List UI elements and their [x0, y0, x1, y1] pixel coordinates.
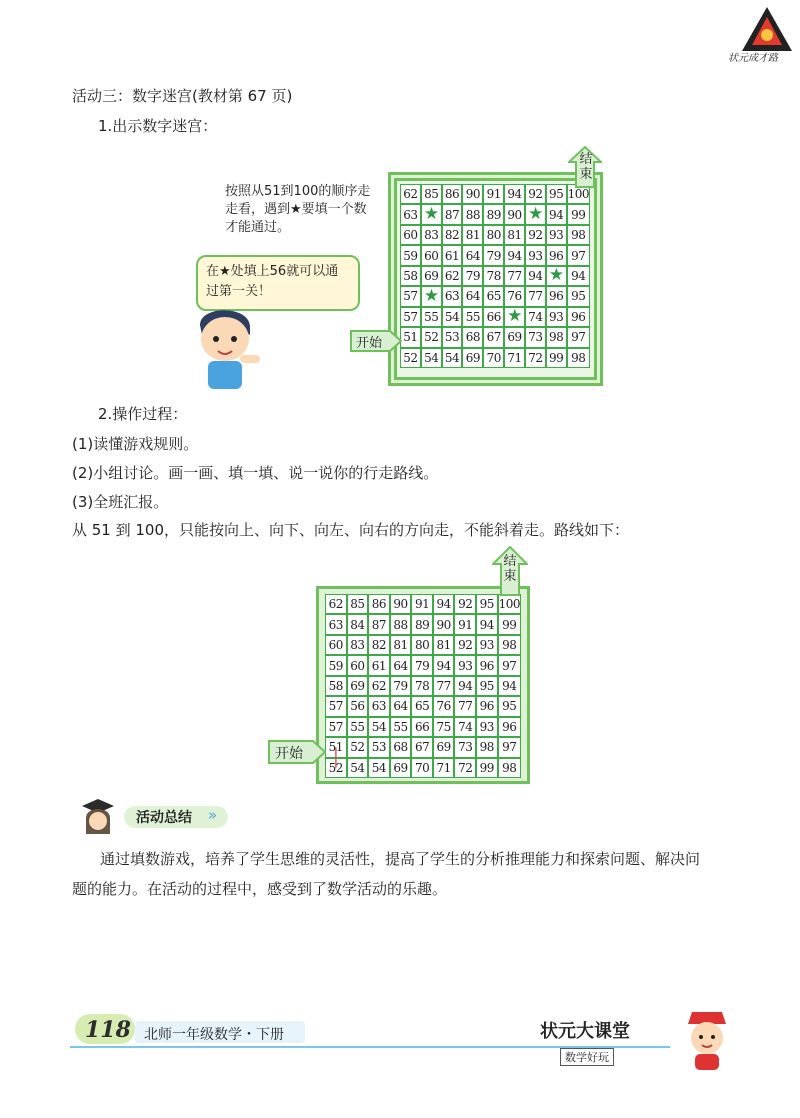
maze2-start-label: 开始 — [275, 746, 303, 762]
maze-cell: 70 — [483, 348, 504, 368]
maze-cell: 79 — [390, 676, 412, 696]
maze-cell: 52 — [325, 758, 347, 778]
maze-cell: 65 — [411, 696, 433, 716]
maze-cell: 94 — [433, 594, 455, 614]
maze1-end-label: 结束 — [579, 152, 593, 182]
maze-cell: 67 — [411, 737, 433, 757]
maze-cell: 81 — [504, 225, 525, 245]
maze-cell: 91 — [483, 184, 504, 204]
maze-cell: 79 — [411, 655, 433, 675]
maze-cell: 56 — [347, 696, 369, 716]
maze-cell: 100 — [498, 594, 521, 614]
maze-cell: 98 — [498, 635, 521, 655]
maze-cell: 60 — [400, 225, 421, 245]
maze-cell: 54 — [442, 307, 463, 327]
maze-cell: 71 — [433, 758, 455, 778]
sub-step-3: (3)全班汇报。 — [72, 493, 169, 511]
maze-cell: 76 — [433, 696, 455, 716]
maze-cell: 72 — [525, 348, 546, 368]
maze-cell: 77 — [525, 286, 546, 306]
speech-bubble-text: 在★处填上56就可以通过第一关！ — [206, 264, 339, 299]
summary-heading: 活动总结 — [136, 810, 192, 826]
maze-cell: 92 — [525, 225, 546, 245]
maze-cell: 52 — [347, 737, 369, 757]
maze-cell: 98 — [567, 225, 590, 245]
maze-cell: 63 — [368, 696, 390, 716]
maze-cell: 60 — [325, 635, 347, 655]
maze-cell: 77 — [504, 266, 525, 286]
maze-cell: 91 — [454, 614, 476, 634]
maze-cell: 99 — [567, 204, 590, 224]
maze-cell: 62 — [400, 184, 421, 204]
maze-cell: 99 — [498, 614, 521, 634]
maze-cell: 74 — [454, 717, 476, 737]
maze-cell: 94 — [504, 184, 525, 204]
maze-cell: 58 — [400, 266, 421, 286]
maze-cell: 96 — [476, 655, 498, 675]
maze-cell: 93 — [525, 245, 546, 265]
maze-cell: 94 — [454, 676, 476, 696]
maze-cell: 87 — [368, 614, 390, 634]
maze-cell: 86 — [368, 594, 390, 614]
maze-cell: 64 — [462, 286, 483, 306]
sub-step-1: (1)读懂游戏规则。 — [72, 435, 199, 453]
activity-title: 活动三：数字迷宫(教材第 67 页) — [72, 87, 293, 105]
maze-cell: 61 — [368, 655, 390, 675]
maze-cell: 51 — [325, 737, 347, 757]
maze-cell: 57 — [325, 696, 347, 716]
maze-cell: 61 — [442, 245, 463, 265]
maze-cell: 64 — [390, 655, 412, 675]
maze-cell: 96 — [567, 307, 590, 327]
maze-cell: 93 — [546, 225, 567, 245]
page-number: 118 — [85, 1017, 131, 1043]
maze-cell: 94 — [546, 204, 567, 224]
maze-cell: 59 — [400, 245, 421, 265]
maze-cell: 58 — [325, 676, 347, 696]
star-icon: ★ — [527, 204, 543, 225]
mascot-illustration — [678, 1006, 736, 1072]
maze-cell: 65 — [483, 286, 504, 306]
maze-cell: 95 — [476, 594, 498, 614]
maze-cell: 98 — [546, 327, 567, 347]
maze-cell: 54 — [347, 758, 369, 778]
maze-cell: 99 — [546, 348, 567, 368]
maze-cell: 78 — [483, 266, 504, 286]
maze-cell: 93 — [454, 655, 476, 675]
maze-cell: 66 — [411, 717, 433, 737]
maze-cell: 68 — [390, 737, 412, 757]
maze-cell: 83 — [347, 635, 369, 655]
maze-cell: 93 — [476, 717, 498, 737]
maze-cell: 95 — [567, 286, 590, 306]
maze-cell: 90 — [390, 594, 412, 614]
maze-cell: 70 — [411, 758, 433, 778]
summary-body-line2: 题的能力。在活动的过程中，感受到了数学活动的乐趣。 — [72, 880, 448, 898]
maze-cell: 54 — [368, 758, 390, 778]
maze-cell: 93 — [546, 307, 567, 327]
maze-cell: 97 — [567, 245, 590, 265]
maze-cell: 79 — [483, 245, 504, 265]
maze-cell: 69 — [433, 737, 455, 757]
maze-cell: 96 — [476, 696, 498, 716]
maze-cell: 81 — [433, 635, 455, 655]
maze-cell: 88 — [462, 204, 483, 224]
maze-cell: 77 — [433, 676, 455, 696]
step2-heading: 2.操作过程： — [98, 405, 188, 423]
maze-cell: 82 — [442, 225, 463, 245]
maze2-grid — [325, 594, 521, 778]
book-title: 北师一年级数学・下册 — [144, 1027, 284, 1043]
star-icon: ★ — [423, 204, 439, 225]
maze-cell: 94 — [567, 266, 590, 286]
maze-cell: 51 — [400, 327, 421, 347]
maze-cell: 77 — [454, 696, 476, 716]
maze-cell: 69 — [390, 758, 412, 778]
maze-cell: 55 — [421, 307, 442, 327]
maze-cell: 99 — [476, 758, 498, 778]
maze1-start-label: 开始 — [356, 336, 383, 351]
maze-cell: 67 — [483, 327, 504, 347]
maze-cell: 97 — [498, 655, 521, 675]
maze-cell: 90 — [433, 614, 455, 634]
maze-cell: 82 — [368, 635, 390, 655]
maze-cell: 72 — [454, 758, 476, 778]
maze-cell: 92 — [454, 594, 476, 614]
maze-cell: 96 — [546, 245, 567, 265]
maze-cell: 98 — [498, 758, 521, 778]
maze-cell: 83 — [421, 225, 442, 245]
maze-cell: 91 — [411, 594, 433, 614]
maze-cell: 57 — [400, 286, 421, 306]
maze-cell: 85 — [347, 594, 369, 614]
maze-cell: 57 — [325, 717, 347, 737]
maze-cell — [421, 204, 442, 224]
brand-subtitle: 数学好玩 — [560, 1048, 614, 1066]
maze-cell: 68 — [462, 327, 483, 347]
chevrons-icon: » — [208, 806, 218, 824]
maze2-end-label: 结束 — [503, 554, 517, 584]
maze-cell: 94 — [498, 676, 521, 696]
maze-cell — [525, 204, 546, 224]
maze-cell: 94 — [433, 655, 455, 675]
maze-cell: 63 — [400, 204, 421, 224]
logo-text: 状元成才路 — [728, 53, 778, 64]
maze-cell: 63 — [325, 614, 347, 634]
maze-cell: 54 — [368, 717, 390, 737]
route-description: 从 51 到 100，只能按向上、向下、向左、向右的方向走，不能斜着走。路线如下： — [72, 521, 630, 539]
maze-cell: 90 — [462, 184, 483, 204]
boy-illustration — [190, 305, 270, 395]
maze-cell: 96 — [498, 717, 521, 737]
maze-cell: 69 — [504, 327, 525, 347]
maze-cell: 81 — [390, 635, 412, 655]
maze-cell: 71 — [504, 348, 525, 368]
maze-cell: 88 — [390, 614, 412, 634]
maze-cell: 74 — [525, 307, 546, 327]
summary-body-line1: 通过填数游戏，培养了学生思维的灵活性，提高了学生的分析推理能力和探索问题、解决问 — [100, 850, 701, 868]
maze-cell: 55 — [390, 717, 412, 737]
maze-cell: 95 — [498, 696, 521, 716]
maze-cell: 98 — [476, 737, 498, 757]
maze-cell: 100 — [567, 184, 590, 204]
maze-cell: 52 — [400, 348, 421, 368]
maze-cell: 92 — [454, 635, 476, 655]
maze-cell: 89 — [483, 204, 504, 224]
maze-cell: 80 — [483, 225, 504, 245]
maze-cell: 84 — [347, 614, 369, 634]
maze-cell: 53 — [368, 737, 390, 757]
maze-cell: 64 — [390, 696, 412, 716]
maze-cell: 69 — [347, 676, 369, 696]
step1-heading: 1.出示数字迷宫： — [98, 117, 218, 135]
maze-cell: 54 — [442, 348, 463, 368]
maze-cell: 98 — [567, 348, 590, 368]
maze-cell: 62 — [442, 266, 463, 286]
maze-cell: 78 — [411, 676, 433, 696]
maze-cell: 81 — [462, 225, 483, 245]
maze-cell: 53 — [442, 327, 463, 347]
maze-cell: 73 — [454, 737, 476, 757]
maze-cell: 96 — [546, 286, 567, 306]
maze-cell: 85 — [421, 184, 442, 204]
maze-cell: 55 — [347, 717, 369, 737]
maze-cell: 54 — [421, 348, 442, 368]
maze-cell: 94 — [504, 245, 525, 265]
maze-cell: 69 — [421, 266, 442, 286]
maze-cell: 97 — [498, 737, 521, 757]
maze-cell: 52 — [421, 327, 442, 347]
star-icon: ★ — [507, 306, 522, 327]
maze-cell: 64 — [462, 245, 483, 265]
maze-cell: 95 — [546, 184, 567, 204]
brand-name: 状元大课堂 — [540, 1021, 630, 1042]
maze-cell: 87 — [442, 204, 463, 224]
maze-cell: 90 — [504, 204, 525, 224]
maze-cell: 86 — [442, 184, 463, 204]
star-icon: ★ — [548, 265, 564, 286]
maze-cell: 79 — [462, 266, 483, 286]
maze-cell: 73 — [525, 327, 546, 347]
maze-cell: 94 — [525, 266, 546, 286]
maze-cell: 80 — [411, 635, 433, 655]
maze-cell: 60 — [421, 245, 442, 265]
maze-cell: 62 — [325, 594, 347, 614]
maze-cell — [546, 266, 567, 286]
maze-cell: 92 — [525, 184, 546, 204]
maze-cell: 94 — [476, 614, 498, 634]
teacher-icon — [76, 796, 120, 838]
maze-cell: 89 — [411, 614, 433, 634]
maze-cell: 62 — [368, 676, 390, 696]
maze-cell: 93 — [476, 635, 498, 655]
maze-instruction: 按照从51到100的顺序走走看，遇到★要填一个数才能通过。 — [225, 184, 371, 235]
maze1-grid — [400, 184, 590, 368]
maze-cell: 55 — [462, 307, 483, 327]
maze-cell: 59 — [325, 655, 347, 675]
maze-cell: 97 — [567, 327, 590, 347]
maze-cell: 69 — [462, 348, 483, 368]
maze-cell: 57 — [400, 307, 421, 327]
maze-cell: 75 — [433, 717, 455, 737]
maze-cell — [421, 286, 442, 306]
maze-cell: 76 — [504, 286, 525, 306]
maze-cell: 66 — [483, 307, 504, 327]
maze-cell — [504, 307, 525, 327]
maze-cell: 63 — [442, 286, 463, 306]
sub-step-2: (2)小组讨论。画一画、填一填、说一说你的行走路线。 — [72, 464, 439, 482]
star-icon: ★ — [423, 285, 439, 306]
maze-cell: 60 — [347, 655, 369, 675]
maze-cell: 95 — [476, 676, 498, 696]
